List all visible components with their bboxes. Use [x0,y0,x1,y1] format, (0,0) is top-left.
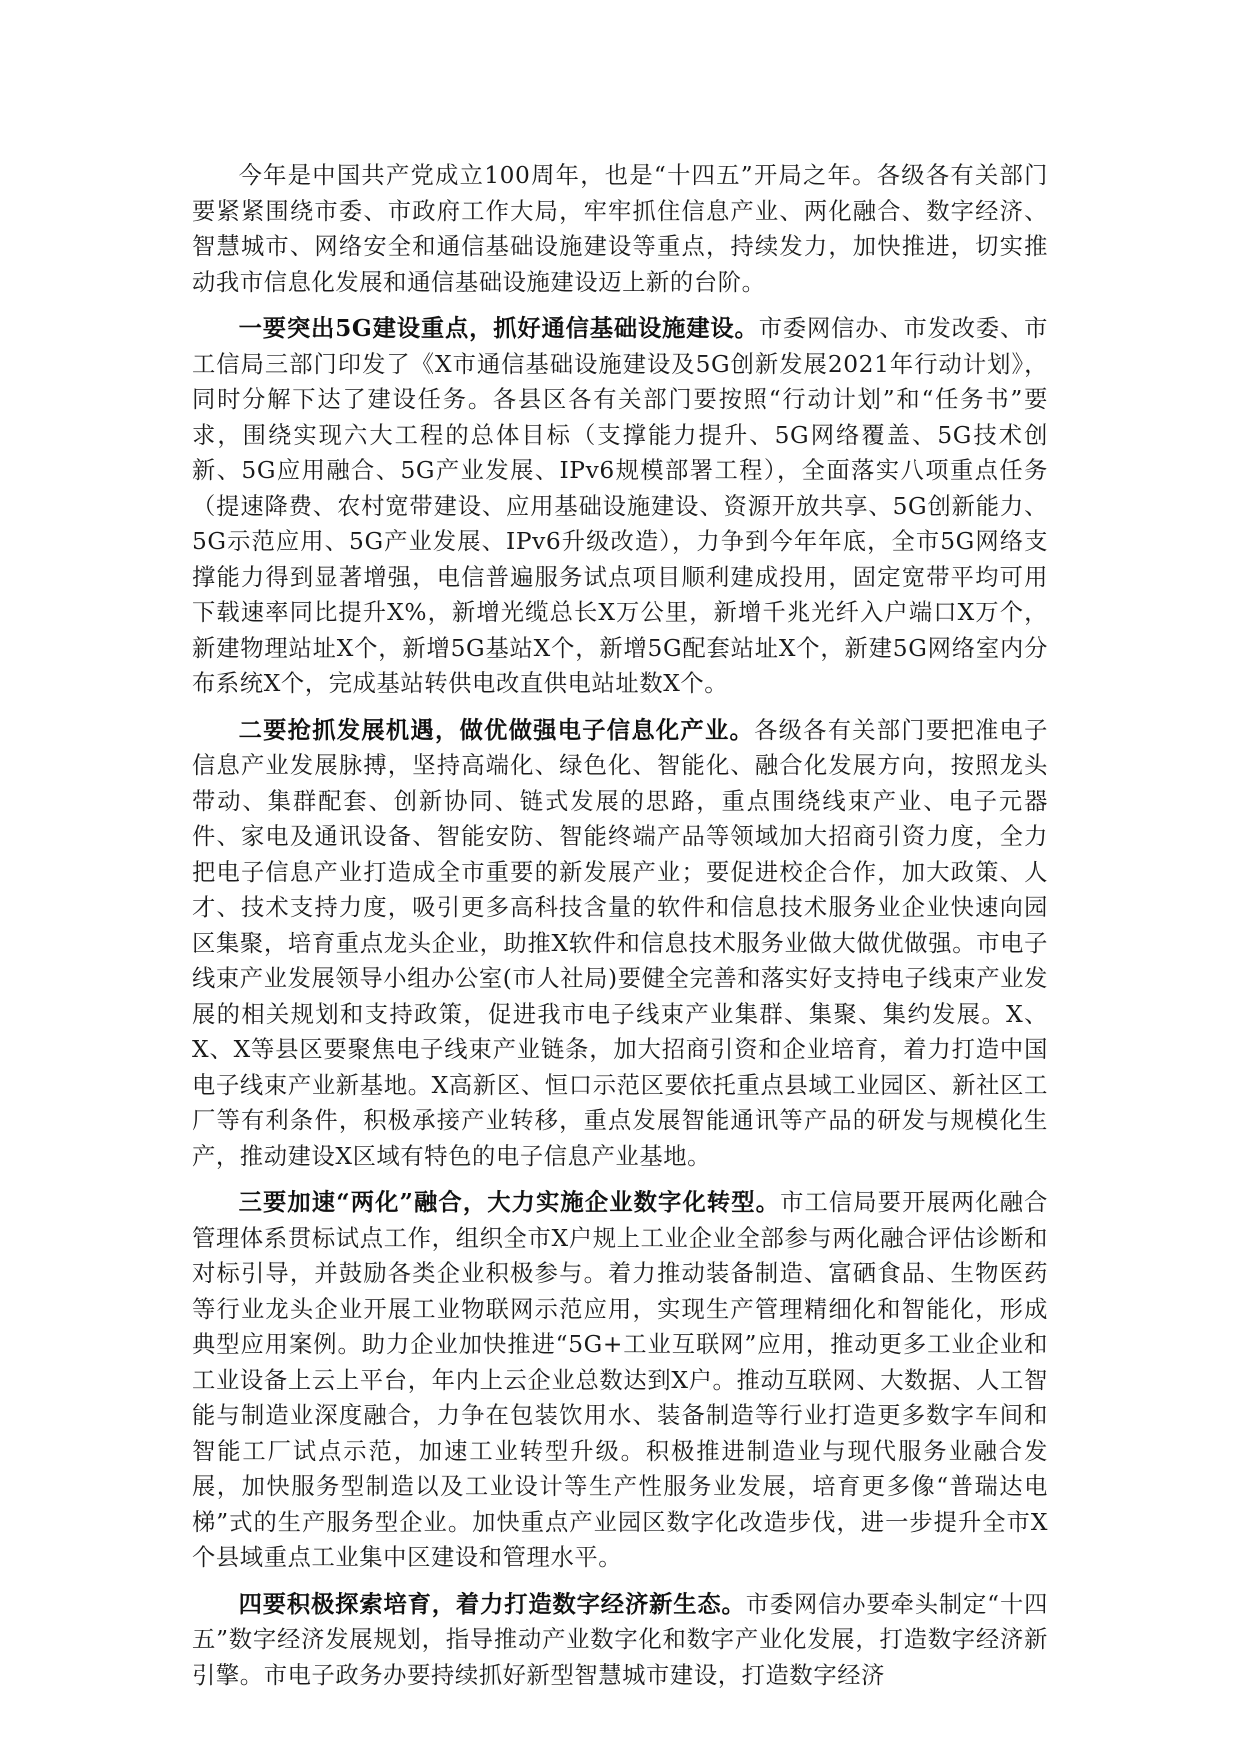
paragraph-digital-transformation [192,1185,1048,1576]
paragraph-electronic-industry [192,713,1048,1175]
document-body [192,158,1048,1704]
paragraph-text: 市委网信办、市发改委、市工信局三部门印发了《X市通信基础设施建设及5G创新发展2021年行动计划》，同时分解下达了建设任务。各县区各有关部门要按照“行动计划”和“任务书”要求，围绕实现六大工程的总体目标（支撑能力提升、5G网络覆盖、5G技术创新、5G应用融合、5G产业发展、IPv6规模部署工程），全面落实八项重点任务（提速降费、农村宽带建设、应用基础设施建设、资源开放共享、5G创新能力、5G示范应用、5G产业发展、IPv6升级改造），力争到今年年底，全市5G网络支撑能力得到显著增强，电信普遍服务试点项目顺利建成投用，固定宽带平均可用下载速率同比提升X%，新增光缆总长X万公里，新增千兆光纤入户端口X万个，新建物理站址X个，新增5G基站X个，新增5G配套站址X个，新建5G网络室内分布系统X个，完成基站转供电改直供电站址数X个。 [192,315,1048,697]
paragraph-lead: 四要积极探索培育，着力打造数字经济新生态。 [238,1590,746,1618]
paragraph-lead: 三要加速“两化”融合，大力实施企业数字化转型。 [238,1189,781,1216]
paragraph-text: 今年是中国共产党成立100周年，也是“十四五”开局之年。各级各有关部门要紧紧围绕市委、市政府工作大局，牢牢抓住信息产业、两化融合、数字经济、智慧城市、网络安全和通信基础设施建设等重点，持续发力，加快推进，切实推动我市信息化发展和通信基础设施建设迈上新的台阶。 [192,162,1048,296]
paragraph-lead: 二要抢抓发展机遇，做优做强电子信息化产业。 [238,716,755,744]
paragraph-text: 市工信局要开展两化融合管理体系贯标试点工作，组织全市X户规上工业企业全部参与两化融合评估诊断和对标引导，并鼓励各类企业积极参与。着力推动装备制造、富硒食品、生物医药等行业龙头企业开展工业物联网示范应用，实现生产管理精细化和智能化，形成典型应用案例。助力企业加快推进“5G+工业互联网”应用，推动更多工业企业和工业设备上云上平台，年内上云企业总数达到X户。推动互联网、大数据、人工智能与制造业深度融合，力争在包装饮用水、装备制造等行业打造更多数字车间和智能工厂试点示范，加速工业转型升级。积极推进制造业与现代服务业融合发展，加快服务型制造以及工业设计等生产性服务业发展，培育更多像“普瑞达电梯”式的生产服务型企业。加快重点产业园区数字化改造步伐，进一步提升全市X个县域重点工业集中区建设和管理水平。 [192,1189,1048,1571]
paragraph-5g-infrastructure [192,311,1048,702]
paragraph-digital-economy [192,1587,1048,1694]
paragraph-text: 市委网信办要牵头制定“十四五”数字经济发展规划，指导推动产业数字化和数字产业化发展，打造数字经济新引擎。市电子政务办要持续抓好新型智慧城市建设，打造数字经济 [192,1590,1048,1689]
paragraph-intro [192,158,1048,300]
paragraph-lead: 一要突出5G建设重点，抓好通信基础设施建设。 [238,315,759,342]
paragraph-text: 各级各有关部门要把准电子信息产业发展脉搏，坚持高端化、绿色化、智能化、融合化发展方向，按照龙头带动、集群配套、创新协同、链式发展的思路，重点围绕线束产业、电子元器件、家电及通讯设备、智能安防、智能终端产品等领域加大招商引资力度，全力把电子信息产业打造成全市重要的新发展产业；要促进校企合作，加大政策、人才、技术支持力度，吸引更多高科技含量的软件和信息技术服务业企业快速向园区集聚，培育重点龙头企业，助推X软件和信息技术服务业做大做优做强。市电子线束产业发展领导小组办公室(市人社局)要健全完善和落实好支持电子线束产业发展的相关规划和支持政策，促进我市电子线束产业集群、集聚、集约发展。X、X、X等县区要聚焦电子线束产业链条，加大招商引资和企业培育，着力打造中国电子线束产业新基地。X高新区、恒口示范区要依托重点县域工业园区、新社区工厂等有利条件，积极承接产业转移，重点发展智能通讯等产品的研发与规模化生产，推动建设X区域有特色的电子信息产业基地。 [192,716,1048,1170]
